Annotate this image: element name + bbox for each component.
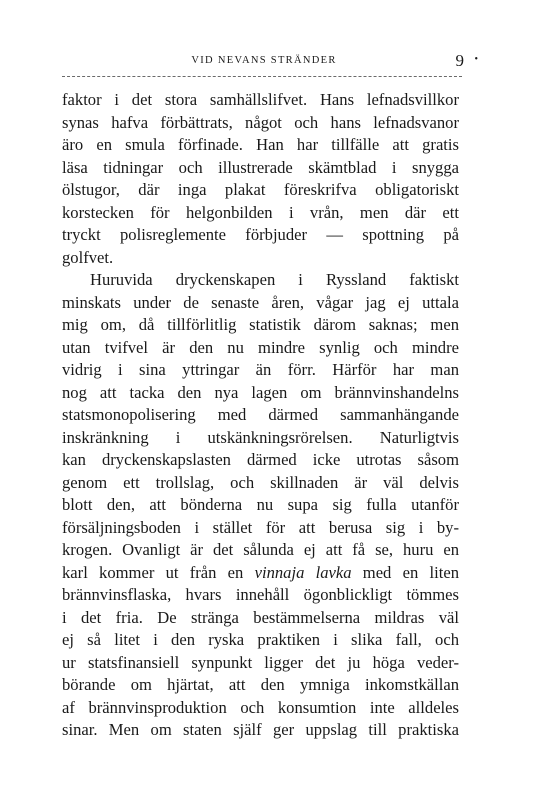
text-line: tryckt polisreglemente förbjuder — spottning på	[62, 225, 459, 244]
text-line: Huruvida dryckenskapen i Ryssland faktiskt	[90, 270, 459, 289]
text-line: försäljningsboden i stället för att berusa sig i by-	[62, 517, 459, 537]
text-line-with-italic	[62, 562, 459, 585]
text-line: golfvet.	[62, 247, 114, 267]
text-line: blott den, att bönderna nu supa sig fulla utanför	[62, 495, 459, 514]
page-number: 9	[455, 51, 464, 70]
text-line: ölstugor, där inga plakat föreskrifva obligatoriskt	[62, 180, 459, 199]
text-line: mig om, då tillförlitlig statistik därom saknas; men	[62, 315, 459, 334]
text-line: faktor i det stora samhällslifvet. Hans lefnadsvillkor	[62, 90, 459, 109]
body-text	[62, 89, 459, 742]
text-line: ur statsfinansiell synpunkt ligger det ju höga veder-	[62, 652, 459, 672]
text-line: vidrig i sina yttringar än förr. Härför har man	[62, 360, 459, 379]
text-line: krogen. Ovanligt är det sålunda ej att få se, huru en	[62, 540, 459, 559]
text-segment: med en liten	[351, 562, 459, 582]
italic-term: vinnaja lavka	[254, 562, 352, 582]
text-line: nog att tacka den nya lagen om brännvinshandelns	[62, 382, 459, 402]
running-title: VID NEVANS STRÄNDER	[191, 55, 337, 66]
text-segment: karl kommer ut från en	[62, 562, 255, 582]
text-line: statsmonopolisering med därmed sammanhängande	[62, 405, 459, 424]
text-line: genom ett trollslag, och skillnaden är väl delvis	[62, 472, 459, 492]
text-line: börande om hjärtat, att den ymniga inkomstkällan	[62, 675, 459, 694]
text-line: inskränkning i utskänkningsrörelsen. Naturligtvis	[62, 427, 459, 447]
text-line: af brännvinsproduktion och konsumtion inte alldeles	[62, 697, 459, 717]
text-line: ej så litet i den ryska praktiken i slika fall, och	[62, 630, 459, 649]
running-header	[64, 51, 478, 74]
text-line: utan tvifvel är den nu mindre synlig och mindre	[62, 337, 459, 357]
text-line: äro en smula förfinade. Han har tillfälle att gratis	[62, 135, 459, 154]
text-line: brännvinsflaska, hvars innehåll ögonblickligt tömmes	[62, 585, 459, 604]
text-line: korstecken för helgonbilden i vrån, men där ett	[62, 202, 459, 222]
text-line: synas hafva förbättrats, något och hans lefnadsvanor	[62, 112, 459, 132]
text-line: sinar. Men om staten själf ger uppslag till praktiska	[62, 720, 459, 739]
text-line: minskats under de senaste åren, vågar jag ej uttala	[62, 292, 459, 312]
text-line: läsa tidningar och illustrerade skämtblad i snygga	[62, 157, 459, 177]
header-rule	[62, 76, 462, 77]
text-line: i det fria. De stränga bestämmelserna mildras väl	[62, 607, 459, 627]
text-line: kan dryckenskapslasten därmed icke utrotas såsom	[62, 450, 459, 469]
page-mark: •	[474, 54, 478, 65]
